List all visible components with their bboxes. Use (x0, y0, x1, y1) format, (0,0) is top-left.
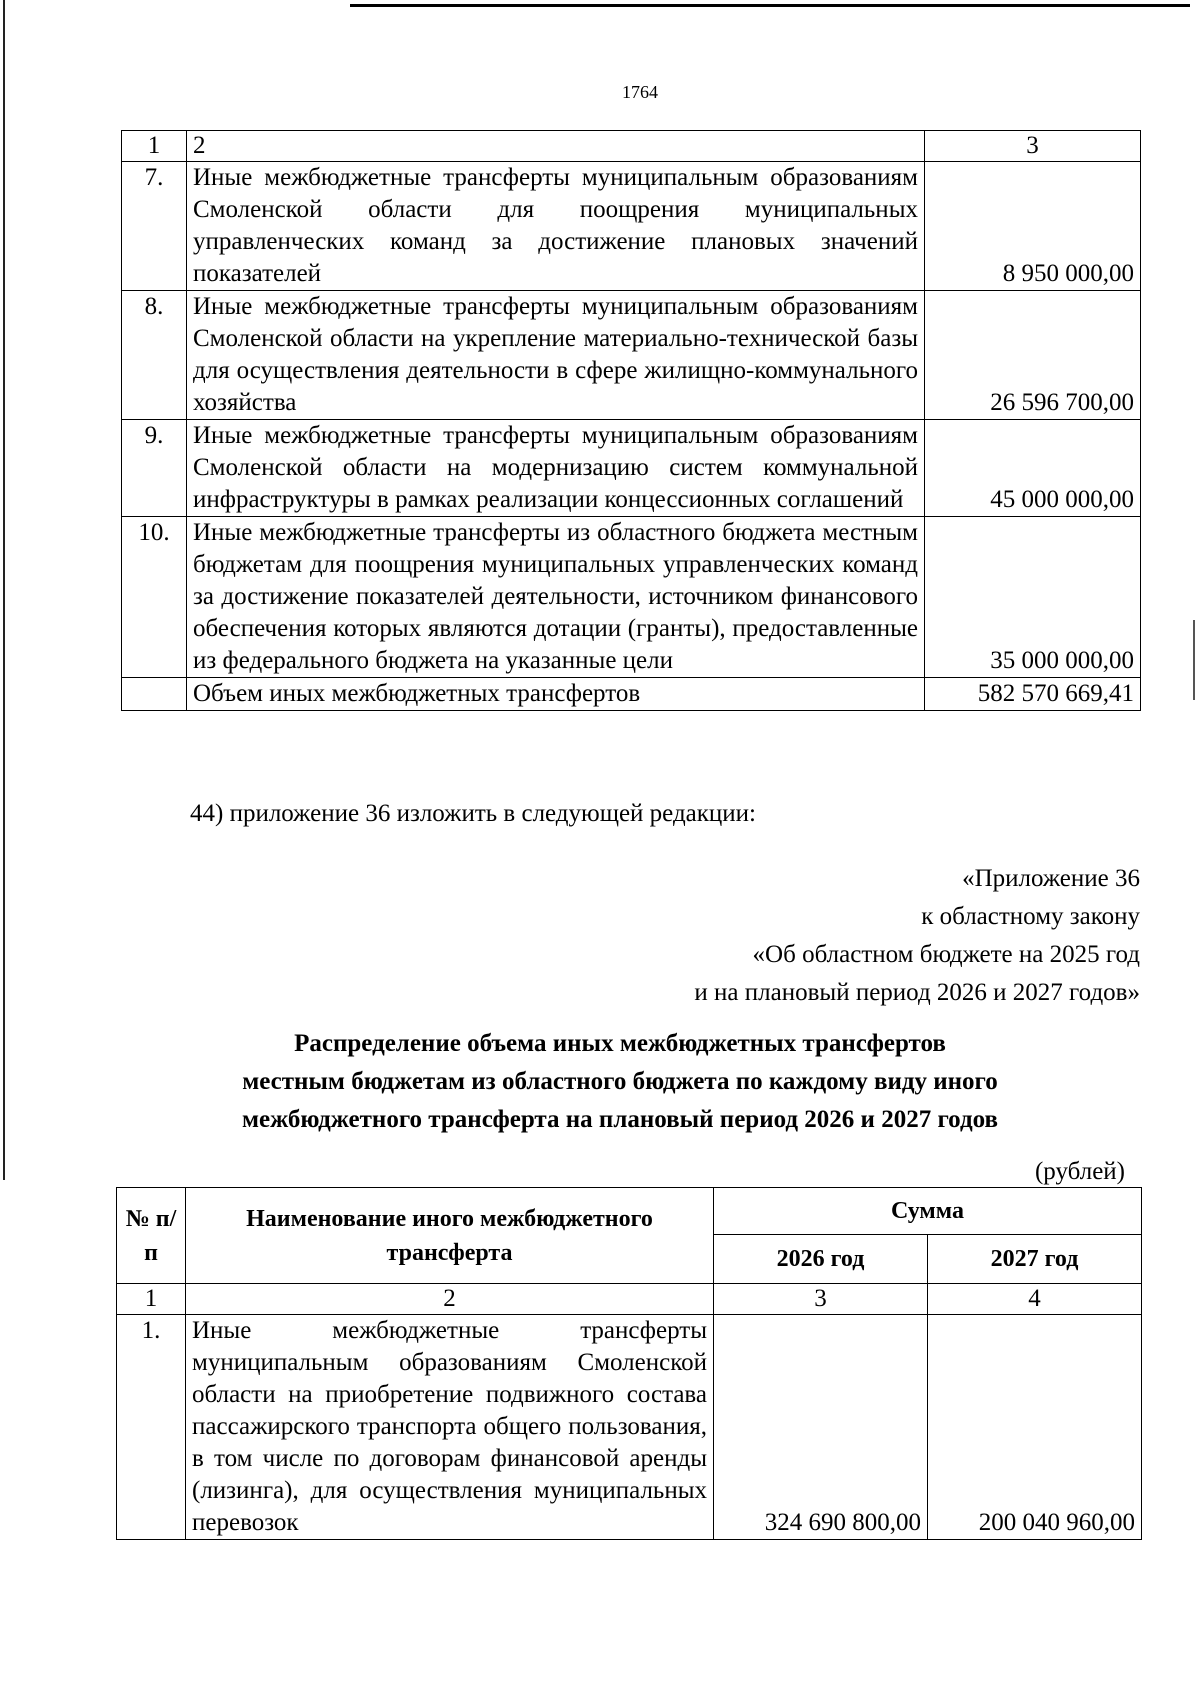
title-line: Распределение объема иных межбюджетных трансфертов (294, 1030, 946, 1057)
row-number: 9. (122, 420, 187, 517)
table-row (117, 1315, 1142, 1540)
units-label: (рублей) (1034, 1158, 1125, 1185)
scan-artifact-right (1193, 620, 1195, 700)
total-amount: 582 570 669,41 (925, 678, 1141, 711)
row-amount: 26 596 700,00 (925, 291, 1141, 420)
row-number: 10. (122, 517, 187, 678)
table-row (122, 517, 1141, 678)
appendix-line: «Приложение 36 (962, 865, 1140, 892)
header-number: № п/п (117, 1188, 186, 1284)
header-sum: Сумма (714, 1188, 1142, 1235)
distribution-table (116, 1187, 1142, 1540)
row-amount-2027: 200 040 960,00 (928, 1315, 1142, 1540)
page-number: 1764 (622, 82, 658, 102)
table-header-row (117, 1188, 1142, 1235)
table-row (122, 162, 1141, 291)
row-amount-2026: 324 690 800,00 (714, 1315, 928, 1540)
header-name: Наименование иного межбюджетного трансферта (186, 1188, 714, 1284)
row-text: Иные межбюджетные трансферты муниципальным образованиям Смоленской области на приобретение подвижного состава пассажирского транспорта общего пользования, в том числе по договорам финансовой аренды (лизинга), для осуществления муниципальных перевозок (186, 1315, 714, 1540)
row-number: 1. (117, 1315, 186, 1540)
title-line: межбюджетного трансферта на плановый период 2026 и 2027 годов (242, 1106, 998, 1133)
row-text: Иные межбюджетные трансферты муниципальным образованиям Смоленской области на укрепление материально-технической базы для осуществления деятельности в сфере жилищно-коммунального хозяйства (187, 291, 925, 420)
scan-artifact-left (3, 0, 5, 1180)
row-text: Иные межбюджетные трансферты муниципальным образованиям Смоленской области для поощрения муниципальных управленческих команд за достижение плановых значений показателей (187, 162, 925, 291)
appendix-line: «Об областном бюджете на 2025 год (752, 941, 1140, 968)
appendix-line: к областному закону (921, 903, 1140, 930)
table-header-row (122, 131, 1141, 162)
table-row (122, 420, 1141, 517)
appendix-line: и на плановый период 2026 и 2027 годов» (694, 979, 1140, 1006)
row-number: 7. (122, 162, 187, 291)
row-text: Иные межбюджетные трансферты из областного бюджета местным бюджетам для поощрения муниципальных управленческих команд за достижение показателей деятельности, источником финансового обеспечения которых являются дотации (гранты), предоставленные из федерального бюджета на указанные цели (187, 517, 925, 678)
index-col-2: 2 (186, 1284, 714, 1315)
row-number: 8. (122, 291, 187, 420)
amendment-text: 44) приложение 36 изложить в следующей редакции: (190, 800, 756, 827)
total-label: Объем иных межбюджетных трансфертов (187, 678, 925, 711)
title-line: местным бюджетам из областного бюджета по каждому виду иного (242, 1068, 998, 1095)
header-2027: 2027 год (928, 1235, 1142, 1284)
appendix-heading (540, 860, 1140, 1012)
row-amount: 35 000 000,00 (925, 517, 1141, 678)
document-title (120, 1025, 1120, 1139)
header-col-3: 3 (925, 131, 1141, 162)
row-amount: 8 950 000,00 (925, 162, 1141, 291)
scan-artifact-top (350, 4, 1190, 7)
row-amount: 45 000 000,00 (925, 420, 1141, 517)
header-col-2: 2 (187, 131, 925, 162)
index-col-1: 1 (117, 1284, 186, 1315)
index-col-3: 3 (714, 1284, 928, 1315)
total-row (122, 678, 1141, 711)
table-continued (121, 130, 1141, 711)
table-row (122, 291, 1141, 420)
table-index-row (117, 1284, 1142, 1315)
index-col-4: 4 (928, 1284, 1142, 1315)
row-text: Иные межбюджетные трансферты муниципальным образованиям Смоленской области на модернизацию систем коммунальной инфраструктуры в рамках реализации концессионных соглашений (187, 420, 925, 517)
total-empty-cell (122, 678, 187, 711)
header-col-1: 1 (122, 131, 187, 162)
header-2026: 2026 год (714, 1235, 928, 1284)
